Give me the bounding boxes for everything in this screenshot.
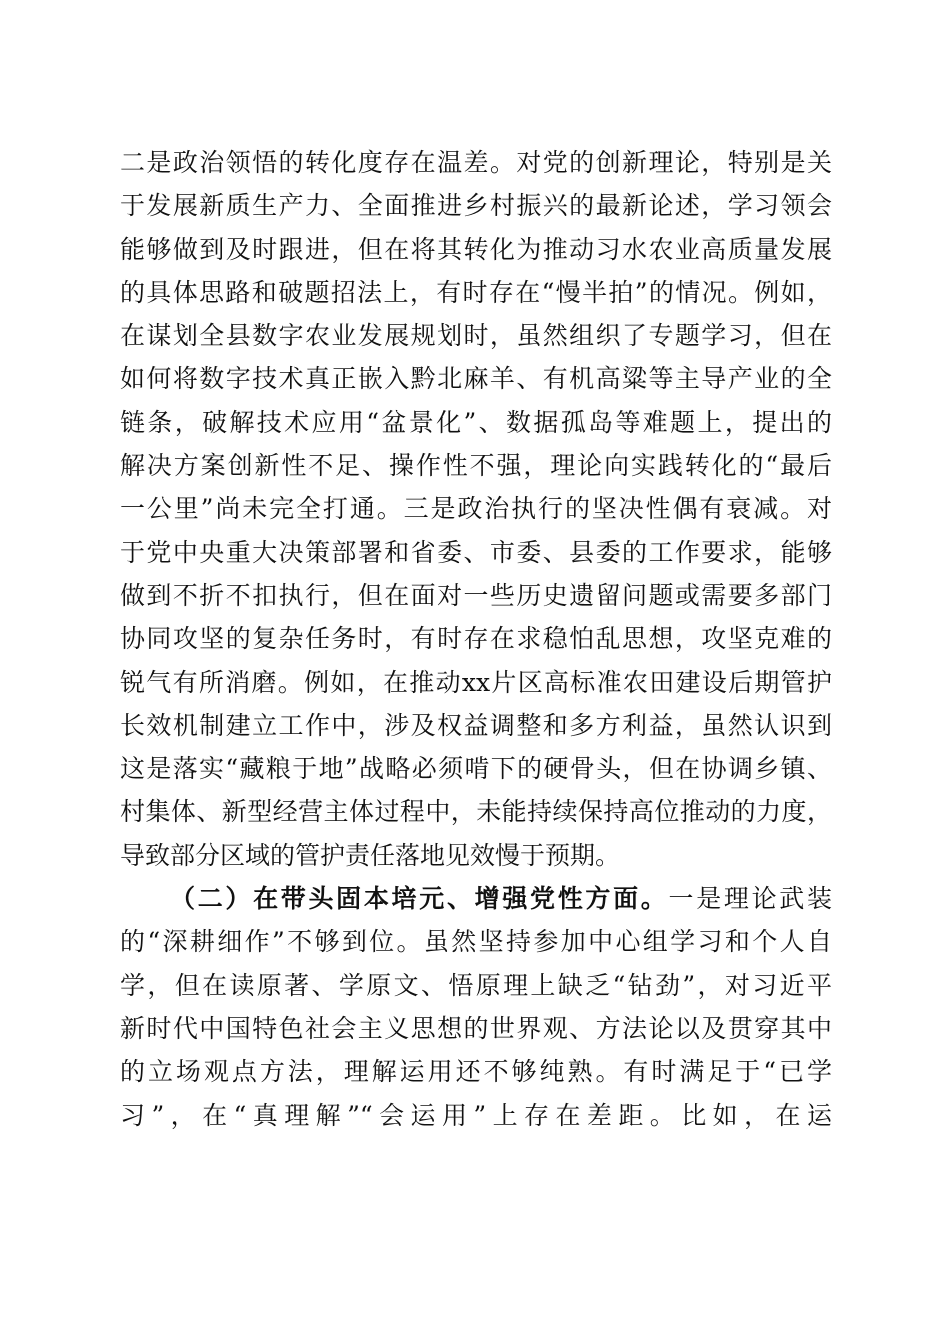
text-line: 于党中央重大决策部署和省委、市委、县委的工作要求，能够 xyxy=(120,537,832,567)
text-line: 做到不折不扣执行，但在面对一些历史遗留问题或需要多部门 xyxy=(120,580,832,610)
section-heading: （二）在带头固本培元、增强党性方面。 xyxy=(170,884,669,914)
text-line: 的具体思路和破题招法上，有时存在“慢半拍”的情况。例如， xyxy=(120,277,832,307)
text-line: 链条，破解技术应用“盆景化”、数据孤岛等难题上，提出的 xyxy=(120,407,832,437)
text-line: 协同攻坚的复杂任务时，有时存在求稳怕乱思想，攻坚克难的 xyxy=(120,624,832,654)
text-line: 于发展新质生产力、全面推进乡村振兴的最新论述，学习领会 xyxy=(120,191,832,221)
text-line: 习”，在“真理解”“会运用”上存在差距。比如，在运 xyxy=(120,1100,832,1130)
text-line: 长效机制建立工作中，涉及权益调整和多方利益，虽然认识到 xyxy=(120,710,832,740)
text-line: 学，但在读原著、学原文、悟原理上缺乏“钻劲”，对习近平 xyxy=(120,970,832,1000)
text-line: 的立场观点方法，理解运用还不够纯熟。有时满足于“已学 xyxy=(120,1057,832,1087)
text-line: 村集体、新型经营主体过程中，未能持续保持高位推动的力度， xyxy=(120,797,832,827)
text-line: 锐气有所消磨。例如，在推动xx片区高标准农田建设后期管护 xyxy=(120,667,832,697)
text-line: 解决方案创新性不足、操作性不强，理论向实践转化的“最后 xyxy=(120,451,832,481)
text-line: 能够做到及时跟进，但在将其转化为推动习水农业高质量发展 xyxy=(120,234,832,264)
text-line: 在谋划全县数字农业发展规划时，虽然组织了专题学习，但在 xyxy=(120,321,832,351)
section-heading-line xyxy=(120,877,832,920)
text-run: 一是理论武装 xyxy=(668,884,832,914)
body-text xyxy=(120,141,832,1137)
text-line: 如何将数字技术真正嵌入黔北麻羊、有机高粱等主导产业的全 xyxy=(120,364,832,394)
text-line: 导致部分区域的管护责任落地见效慢于预期。 xyxy=(120,840,621,870)
text-line: 的“深耕细作”不够到位。虽然坚持参加中心组学习和个人自 xyxy=(120,927,832,957)
text-line: 这是落实“藏粮于地”战略必须啃下的硬骨头，但在协调乡镇、 xyxy=(120,754,832,784)
text-line: 新时代中国特色社会主义思想的世界观、方法论以及贯穿其中 xyxy=(120,1013,832,1043)
text-line: 一公里”尚未完全打通。三是政治执行的坚决性偶有衰减。对 xyxy=(120,494,832,524)
text-line: 二是政治领悟的转化度存在温差。对党的创新理论，特别是关 xyxy=(120,148,832,177)
